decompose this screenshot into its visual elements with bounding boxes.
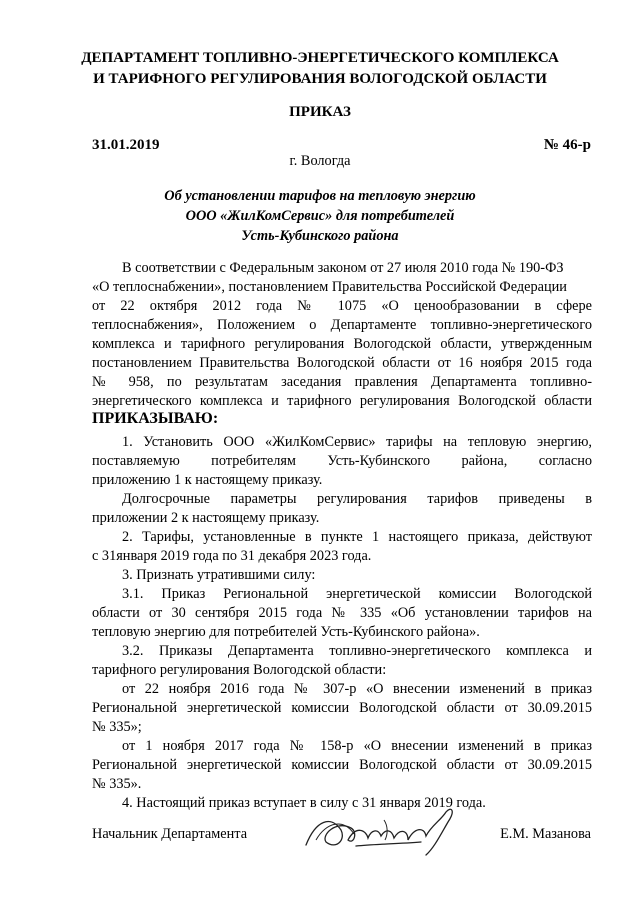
- preamble-line: постановлением Правительства Вологодской области от 16 ноября 2015 года: [92, 355, 592, 371]
- item-line: приложении 2 к настоящему приказу.: [92, 510, 320, 526]
- item-line: Долгосрочные параметры регулирования тарифов приведены в: [122, 491, 592, 507]
- document-date: 31.01.2019: [92, 137, 160, 153]
- preamble-line: комплекса и тарифного регулирования Вологодской области, утвержденным: [92, 336, 592, 352]
- document-title-line2: ООО «ЖилКомСервис» для потребителей: [185, 208, 455, 224]
- item-line: тепловую энергию для потребителей Усть-Кубинского района».: [92, 624, 480, 640]
- item-line: 3. Признать утратившими силу:: [122, 567, 316, 583]
- item-line: области от 30 сентября 2015 года № 335 «Об установлении тарифов на: [92, 605, 592, 621]
- item-line: с 31января 2019 года по 31 декабря 2023 года.: [92, 548, 372, 564]
- document-type: ПРИКАЗ: [289, 104, 351, 120]
- item-line: Региональной энергетической комиссии Вологодской области от 30.09.2015: [92, 757, 592, 773]
- item-line: Региональной энергетической комиссии Вологодской области от 30.09.2015: [92, 700, 592, 716]
- document-number: № 46-р: [543, 137, 591, 153]
- handwritten-signature: [296, 800, 476, 860]
- item-line: 2. Тарифы, установленные в пункте 1 настоящего приказа, действуют: [122, 529, 592, 545]
- item-line: 4. Настоящий приказ вступает в силу с 31 января 2019 года.: [122, 795, 486, 811]
- signatory-name: Е.М. Мазанова: [500, 826, 591, 842]
- item-line: № 335».: [92, 776, 142, 792]
- preamble-line: энергетического комплекса и тарифного регулирования Вологодской области: [92, 393, 592, 409]
- preamble-line: «О теплоснабжении», постановлением Правительства Российской Федерации: [92, 279, 567, 295]
- item-line: приложению 1 к настоящему приказу.: [92, 472, 323, 488]
- document-title-line3: Усть-Кубинского района: [241, 228, 399, 244]
- item-line: поставляемую потребителям Усть-Кубинского района, согласно: [92, 453, 592, 469]
- document-city: г. Вологда: [289, 153, 351, 169]
- item-line: тарифного регулирования Вологодской области:: [92, 662, 387, 678]
- department-name-line2: И ТАРИФНОГО РЕГУЛИРОВАНИЯ ВОЛОГОДСКОЙ ОБЛАСТИ: [93, 71, 547, 87]
- preamble-line: теплоснабжения», Положением о Департаменте топливно-энергетического: [92, 317, 592, 333]
- document-title-line1: Об установлении тарифов на тепловую энергию: [164, 188, 476, 204]
- item-line: 3.2. Приказы Департамента топливно-энергетического комплекса и: [122, 643, 592, 659]
- signatory-position: Начальник Департамента: [92, 826, 248, 842]
- item-line: 3.1. Приказ Региональной энергетической комиссии Вологодской: [122, 586, 592, 602]
- item-line: 1. Установить ООО «ЖилКомСервис» тарифы на тепловую энергию,: [122, 434, 592, 450]
- item-line: № 335»;: [92, 719, 142, 735]
- command-word: ПРИКАЗЫВАЮ:: [92, 410, 219, 427]
- preamble-line: от 22 октября 2012 года № 1075 «О ценообразовании в сфере: [92, 298, 592, 314]
- item-line: от 22 ноября 2016 года № 307-р «О внесении изменений в приказ: [122, 681, 592, 697]
- preamble-line: № 958, по результатам заседания правления Департамента топливно-: [92, 374, 592, 390]
- department-name-line1: ДЕПАРТАМЕНТ ТОПЛИВНО-ЭНЕРГЕТИЧЕСКОГО КОМПЛЕКСА: [81, 50, 559, 66]
- preamble-line: В соответствии с Федеральным законом от 27 июля 2010 года № 190-ФЗ: [122, 260, 564, 276]
- item-line: от 1 ноября 2017 года № 158-р «О внесении изменений в приказ: [122, 738, 592, 754]
